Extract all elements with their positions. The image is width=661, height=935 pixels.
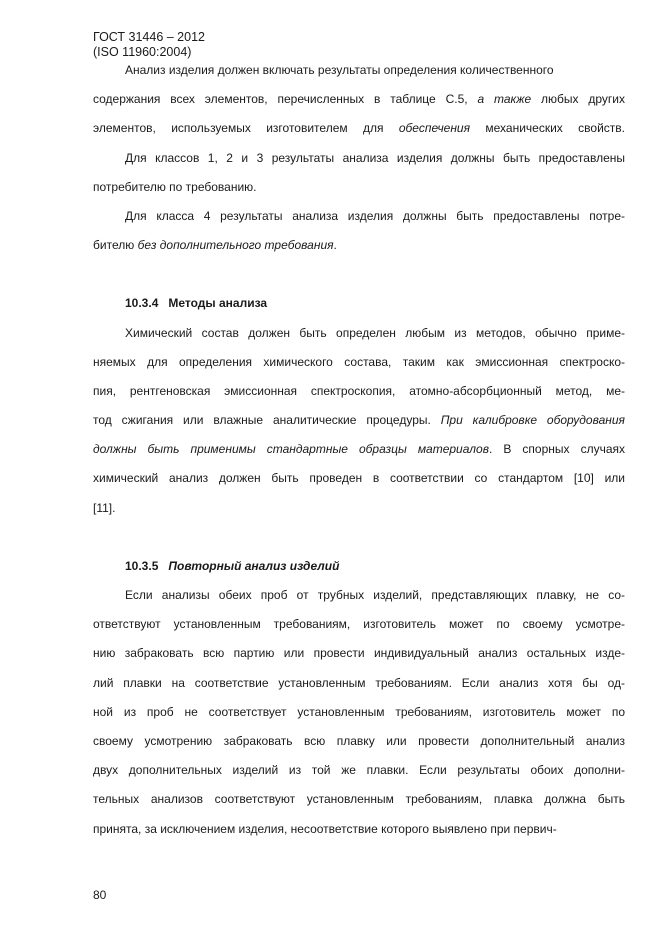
paragraph-line: принята, за исключением изделия, несоответствие которого выявлено при первич- <box>93 821 557 836</box>
paragraph-line: Для классов 1, 2 и 3 результаты анализа изделия должны быть предоставлены <box>125 150 625 165</box>
standard-code: ГОСТ 31446 – 2012 <box>93 30 205 44</box>
paragraph-line: бителю без дополнительного требования. <box>93 238 337 253</box>
paragraph-line: няемых для определения химического состава, таким как эмиссионная спектроско- <box>93 354 625 369</box>
page-content <box>93 63 625 851</box>
paragraph-line: лий плавки на соответствие установленным требованиям. Если анализ хотя бы од- <box>93 675 625 690</box>
page-number: 80 <box>93 888 107 902</box>
section-title: Методы анализа <box>168 296 268 311</box>
section-title: Повторный анализ изделий <box>168 558 340 573</box>
iso-reference: (ISO 11960:2004) <box>93 45 192 59</box>
paragraph-line: содержания всех элементов, перечисленных в таблице C.5, а также любых других <box>93 92 625 107</box>
paragraph-line: должны быть применимы стандартные образцы материалов. В спорных случаях <box>93 442 625 457</box>
document-header <box>93 30 205 60</box>
paragraph-line: нию забраковать всю партию или провести индивидуальный анализ остальных изде- <box>93 646 625 661</box>
paragraph-line: Если анализы обеих проб от трубных изделий, представляющих плавку, не со- <box>125 588 625 602</box>
paragraph-line: своему усмотрению забраковать всю плавку или провести дополнительный анализ <box>93 733 625 748</box>
paragraph-line: химический анализ должен быть проведен в соответствии со стандартом [10] или <box>93 471 625 486</box>
paragraph-line: Анализ изделия должен включать результаты определения количественного <box>125 63 554 77</box>
section-heading <box>93 296 625 325</box>
paragraph-line: Для класса 4 результаты анализа изделия должны быть предоставлены потре- <box>125 208 625 223</box>
paragraph-line: [11]. <box>93 500 116 515</box>
paragraph-line: пия, рентгеновская эмиссионная спектроскопия, атомно-абсорбционный метод, ме- <box>93 383 625 398</box>
section-number: 10.3.5 <box>125 558 159 573</box>
paragraph-line: ной из проб не соответствует установленным требованиям, изготовитель может по <box>93 704 625 719</box>
paragraph-line: двух дополнительных изделий из той же плавки. Если результаты обоих дополни- <box>93 763 625 778</box>
paragraph-line: Химический состав должен быть определен любым из методов, обычно приме- <box>125 325 625 340</box>
section-heading <box>93 559 625 588</box>
paragraph-line: ответствуют установленным требованиям, изготовитель может по своему усмотре- <box>93 617 625 632</box>
paragraph-line: тод сжигания или влажные аналитические процедуры. При калибровке оборудования <box>93 413 625 428</box>
paragraph-line: потребителю по требованию. <box>93 179 257 194</box>
paragraph-line: элементов, используемых изготовителем для обеспечения механических свойств. <box>93 121 625 136</box>
section-number: 10.3.4 <box>125 296 159 311</box>
paragraph-line: тельных анализов соответствуют установленным требованиям, плавка должна быть <box>93 792 625 807</box>
